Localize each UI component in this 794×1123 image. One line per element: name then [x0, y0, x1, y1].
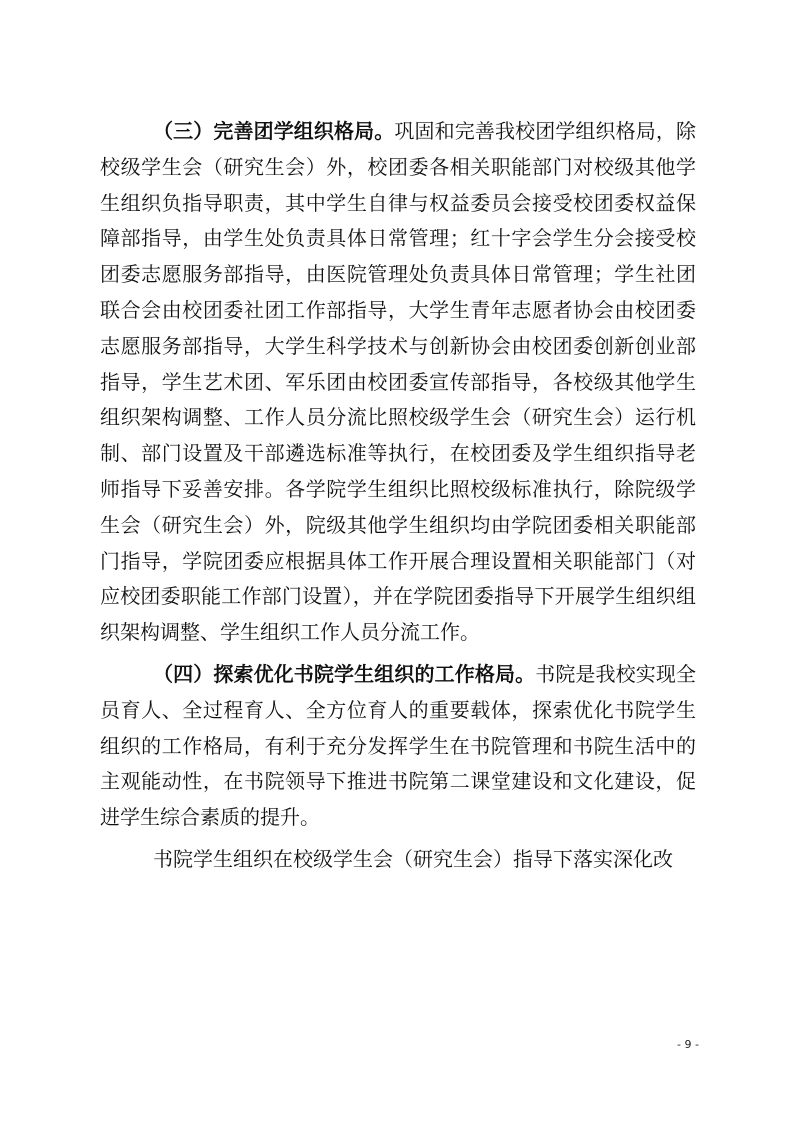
paragraph-section-4 — [100, 657, 696, 836]
page-number: - 9 - — [677, 1038, 699, 1051]
paragraph-continuation — [100, 842, 696, 878]
section-3-heading: （三）完善团学组织格局。 — [153, 119, 395, 143]
document-body — [100, 114, 696, 878]
section-4-heading: （四）探索优化书院学生组织的工作格局。 — [153, 661, 536, 686]
paragraph-section-3 — [100, 114, 696, 651]
continuation-text: 书院学生组织在校级学生会（研究生会）指导下落实深化改 — [153, 846, 673, 871]
section-4-text: 书院是我校实现全员育人、全过程育人、全方位育人的重要载体，探索优化书院学生组织的工作格局，有利于充分发挥学生在书院管理和书院生活中的主观能动性，在书院领导下推进书院第二课堂建设和文化建设，促进学生综合素质的提升。 — [100, 661, 697, 830]
section-3-text: 巩固和完善我校团学组织格局，除校级学生会（研究生会）外，校团委各相关职能部门对校级其他学生组织负指导职责，其中学生自律与权益委员会接受校团委权益保障部指导，由学生处负责具体日常管理；红十字会学生分会接受校团委志愿服务部指导，由医院管理处负责具体日常管理；学生社团联合会由校团委社团工作部指导，大学生青年志愿者协会由校团委志愿服务部指导，大学生科学技术与创新协会由校团委创新创业部指导，学生艺术团、军乐团由校团委宣传部指导，各校级其他学生组织架构调整、工作人员分流比照校级学生会（研究生会）运行机制、部门设置及干部遴选标准等执行，在校团委及学生组织指导老师指导下妥善安排。各学院学生组织比照校级标准执行，除院级学生会（研究生会）外，院级其他学生组织均由学院团委相关职能部门指导，学院团委应根据具体工作开展合理设置相关职能部门（对应校团委职能工作部门设置），并在学院团委指导下开展学生组织组织架构调整、学生组织工作人员分流工作。 — [100, 119, 697, 645]
